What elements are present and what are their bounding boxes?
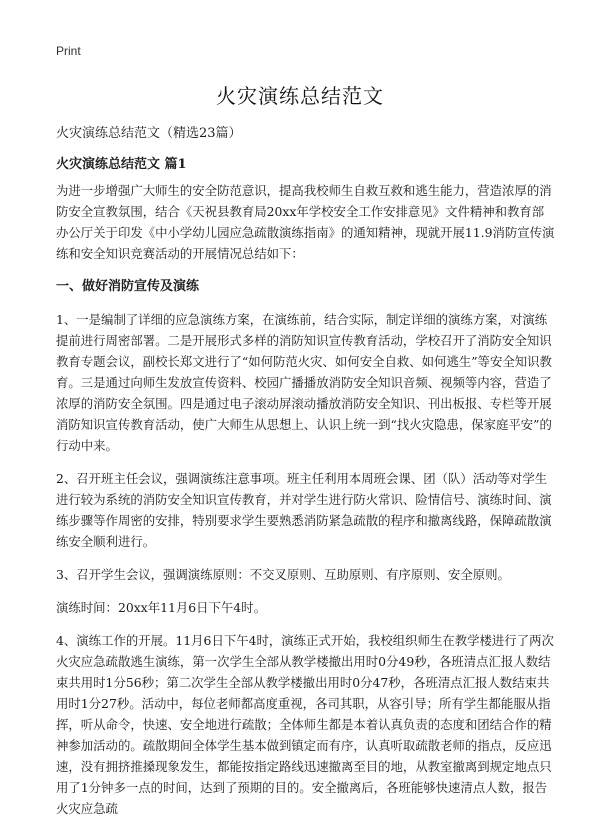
paragraph-item-1: 1、一是编制了详细的应急演练方案，在演练前，结合实际，制定详细的演练方案，对演练提前进行周密部署。二是开展形式多样的消防知识宣传教育活动，学校召开了消防安全知识教育专题会议，副校长郑文进行了“如何防范火灾、如何安全自救、如何逃生”等安全知识教育。三是通过向师生发放宣传资料、校园广播播放消防安全知识音频、视频等内容，营造了浓厚的消防安全氛围。四是通过电子滚动屏滚动播放消防安全知识、刊出板报、专栏等开展消防知识宣传教育活动，使广大师生从思想上、认识上统一到“找火灾隐患，保家庭平安”的行动中来。 [56, 312, 552, 453]
document-title: 火灾演练总结范文 [216, 84, 384, 108]
paragraph-item-4: 4、演练工作的开展。11月6日下午4时，演练正式开始，我校组织师生在教学楼进行了两次火灾应急疏散逃生演练，第一次学生全部从教学楼撤出用时0分49秒，各班清点汇报人数结束共用时1分56秒；第二次学生全部从教学楼撤出用时0分47秒，各班清点汇报人数结束共用时1分27秒。活动中，每位老师都高度重视，各司其职，从容引导；所有学生都能服从指挥，听从命令，快速、安全地进行疏散；全体师生都是本着认真负责的态度和团结合作的精神参加活动的。疏散期间全体学生基本做到镇定而有序，认真听取疏散老师的指点，反应迅速，没有拥挤推搡现象发生，都能按指定路线迅速撤离至目的地，从教室撤离到规定地点只用了1分钟多一点的时间，达到了预期的目的。安全撤离后，各班能够快速清点人数，报告火灾应急疏 [56, 633, 554, 816]
document-subtitle: 火灾演练总结范文（精选23篇） [56, 126, 242, 141]
article-body [56, 180, 556, 819]
paragraph-item-3: 3、召开学生会议，强调演练原则：不交叉原则、互助原则、有序原则、安全原则。 [56, 567, 510, 582]
article-heading: 火灾演练总结范文 篇1 [56, 157, 187, 172]
paragraph-drill-time: 演练时间：20xx年11月6日下午4时。 [56, 600, 266, 615]
paragraph-item-2: 2、召开班主任会议，强调演练注意事项。班主任利用本周班会课、团（队）活动等对学生进行较为系统的消防安全知识宣传教育，并对学生进行防火常识、险情信号、演练时间、演练步骤等作周密的安排，特别要求学生要熟悉消防紧急疏散的程序和撤离线路，保障疏散演练安全顺利进行。 [56, 471, 552, 549]
paragraph-intro: 为进一步增强广大师生的安全防范意识，提高我校师生自救互救和逃生能力，营造浓厚的消防安全宣教氛围，结合《天祝县教育局20xx年学校安全工作安排意见》文件精神和教育部办公厅关于印发《中小学幼儿园应急疏散演练指南》的通知精神，现就开展11.9消防宣传演练和安全知识竞赛活动的开展情况总结如下： [56, 183, 555, 261]
section-heading-1: 一、做好消防宣传及演练 [56, 279, 200, 294]
print-label: Print [56, 44, 81, 58]
